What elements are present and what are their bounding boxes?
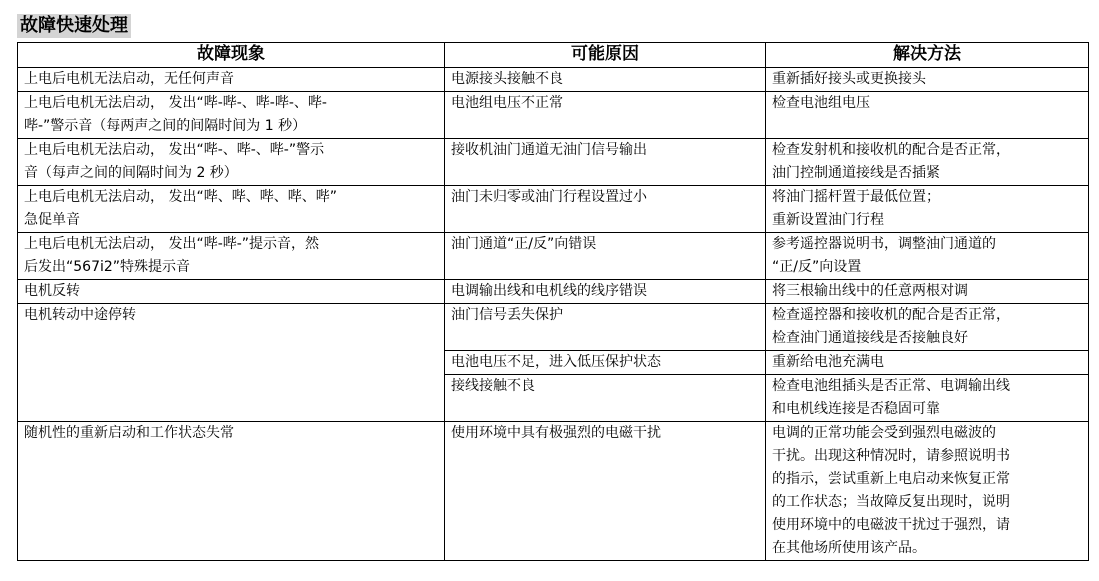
symptom-cell	[18, 233, 445, 280]
section-title: 故障快速处理	[17, 14, 131, 38]
symptom-line: 电机反转	[24, 283, 80, 299]
fix-line: 和电机线连接是否稳固可靠	[772, 401, 940, 417]
cause-line: 油门未归零或油门行程设置过小	[451, 189, 647, 205]
fix-line: 重新给电池充满电	[772, 354, 884, 370]
symptom-cell	[18, 92, 445, 139]
cause-cell	[445, 422, 766, 561]
fix-cell	[766, 422, 1089, 561]
cause-cell	[445, 351, 766, 375]
fix-line: 检查遥控器和接收机的配合是否正常，	[772, 307, 1010, 323]
symptom-line: 随机性的重新启动和工作状态失常	[24, 425, 234, 441]
fix-line: 重新设置油门行程	[772, 212, 884, 228]
table-row	[18, 139, 1089, 186]
fix-line: 检查油门通道接线是否接触良好	[772, 330, 968, 346]
symptom-cell	[18, 186, 445, 233]
symptom-line: 上电后电机无法启动， 发出“哔-哔-、哔-哔-、哔-	[24, 95, 327, 111]
symptom-line: 后发出“567i2”特殊提示音	[24, 259, 191, 275]
table-row	[18, 280, 1089, 304]
header-fix: 解决方法	[766, 43, 1089, 68]
fix-line: 的工作状态；当故障反复出现时，说明	[772, 494, 1010, 510]
fix-line: 的指示，尝试重新上电启动来恢复正常	[772, 471, 1010, 487]
cause-cell	[445, 139, 766, 186]
cause-cell	[445, 186, 766, 233]
symptom-line: 上电后电机无法启动，无任何声音	[24, 71, 234, 87]
symptom-line: 上电后电机无法启动， 发出“哔-、哔-、哔-”警示	[24, 142, 325, 158]
fault-table	[17, 42, 1089, 561]
symptom-line: 急促单音	[24, 212, 80, 228]
fix-line: “正/反”向设置	[772, 259, 862, 275]
symptom-line: 上电后电机无法启动， 发出“哔、哔、哔、哔、哔”	[24, 189, 337, 205]
fix-cell	[766, 186, 1089, 233]
symptom-cell	[18, 422, 445, 561]
symptom-cell	[18, 68, 445, 92]
cause-line: 电调输出线和电机线的线序错误	[451, 283, 647, 299]
fix-line: 将油门摇杆置于最低位置；	[772, 189, 940, 205]
fix-line: 检查电池组电压	[772, 95, 870, 111]
cause-line: 接收机油门通道无油门信号输出	[451, 142, 647, 158]
fix-line: 参考遥控器说明书，调整油门通道的	[772, 236, 996, 252]
fix-cell	[766, 351, 1089, 375]
cause-line: 接线接触不良	[451, 378, 535, 394]
table-row	[18, 422, 1089, 561]
fix-cell	[766, 375, 1089, 422]
cause-cell	[445, 68, 766, 92]
fix-line: 电调的正常功能会受到强烈电磁波的	[772, 425, 996, 441]
fix-cell	[766, 92, 1089, 139]
table-row	[18, 186, 1089, 233]
cause-cell	[445, 92, 766, 139]
cause-line: 使用环境中具有极强烈的电磁干扰	[451, 425, 661, 441]
symptom-line: 电机转动中途停转	[24, 307, 136, 323]
symptom-line: 上电后电机无法启动， 发出“哔-哔-”提示音，然	[24, 236, 320, 252]
fix-cell	[766, 304, 1089, 351]
header-symptom: 故障现象	[18, 43, 445, 68]
cause-line: 电池组电压不正常	[451, 95, 563, 111]
cause-cell	[445, 304, 766, 351]
fix-cell	[766, 139, 1089, 186]
cause-cell	[445, 280, 766, 304]
fix-line: 干扰。出现这种情况时，请参照说明书	[772, 448, 1010, 464]
symptom-line: 音（每声之间的间隔时间为 2 秒）	[24, 165, 238, 181]
fix-cell	[766, 280, 1089, 304]
fix-cell	[766, 68, 1089, 92]
cause-line: 电源接头接触不良	[451, 71, 563, 87]
cause-cell	[445, 375, 766, 422]
fix-line: 重新插好接头或更换接头	[772, 71, 926, 87]
fix-line: 将三根输出线中的任意两根对调	[772, 283, 968, 299]
header-cause: 可能原因	[445, 43, 766, 68]
fix-line: 使用环境中的电磁波干扰过于强烈，请	[772, 517, 1010, 533]
cause-line: 电池电压不足，进入低压保护状态	[451, 354, 661, 370]
symptom-line: 哔-”警示音（每两声之间的间隔时间为 1 秒）	[24, 118, 307, 134]
table-row	[18, 68, 1089, 92]
table-row	[18, 233, 1089, 280]
fix-cell	[766, 233, 1089, 280]
symptom-cell	[18, 139, 445, 186]
symptom-cell	[18, 280, 445, 304]
symptom-cell	[18, 304, 445, 422]
table-header-row	[18, 43, 1089, 68]
cause-line: 油门通道“正/反”向错误	[451, 236, 597, 252]
cause-cell	[445, 233, 766, 280]
fix-line: 检查发射机和接收机的配合是否正常，	[772, 142, 1010, 158]
fix-line: 油门控制通道接线是否插紧	[772, 165, 940, 181]
fix-line: 在其他场所使用该产品。	[772, 540, 926, 556]
cause-line: 油门信号丢失保护	[451, 307, 563, 323]
table-row	[18, 92, 1089, 139]
fix-line: 检查电池组插头是否正常、电调输出线	[772, 378, 1010, 394]
table-row	[18, 304, 1089, 351]
